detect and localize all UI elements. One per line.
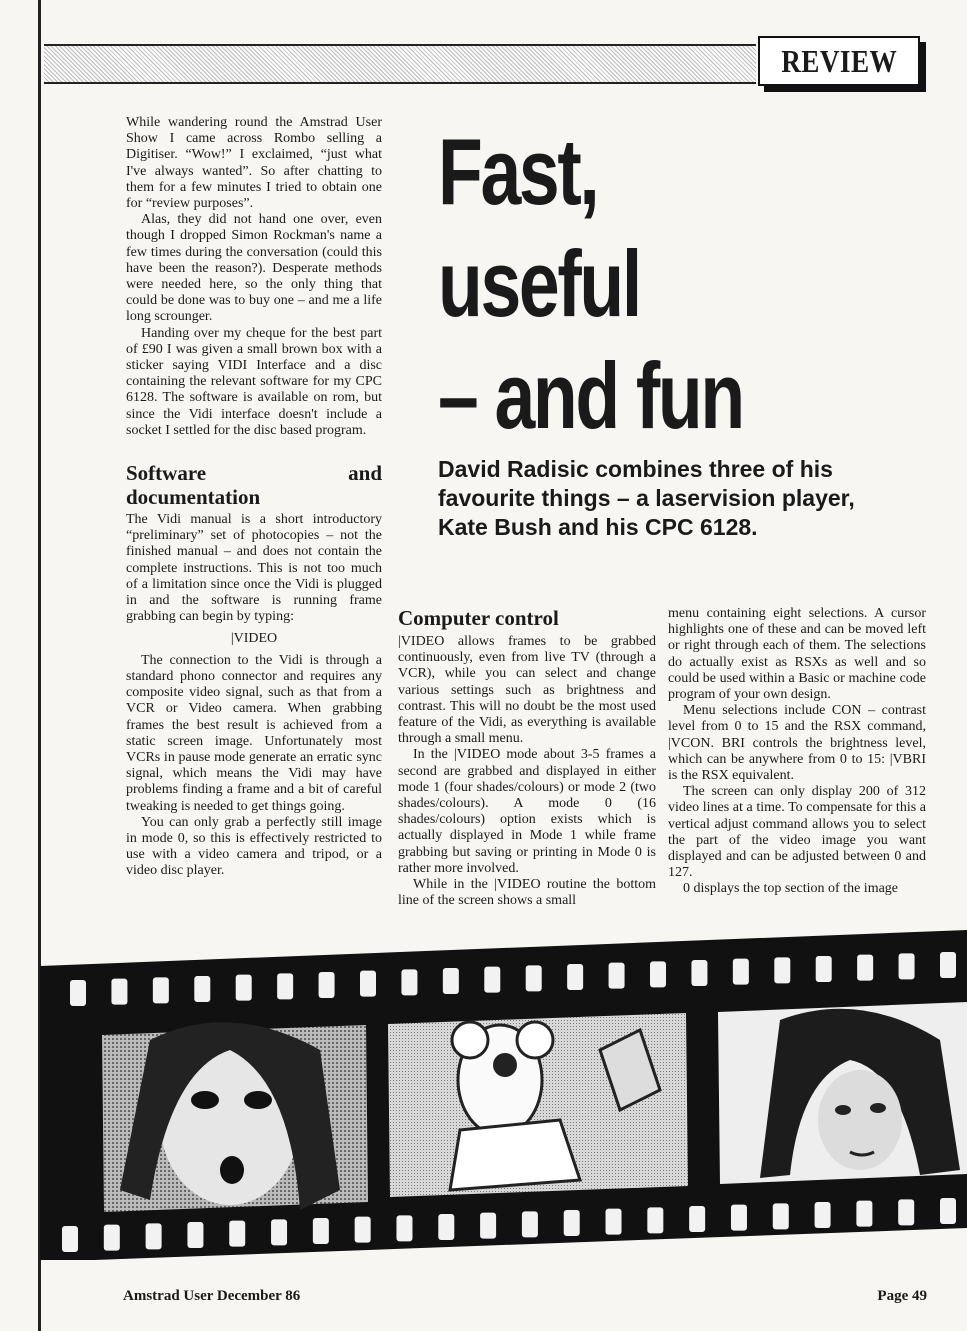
sprocket-hole <box>229 1221 245 1247</box>
sprocket-hole <box>856 1201 872 1227</box>
sprocket-hole <box>564 1210 580 1236</box>
sprocket-hole <box>396 1215 412 1241</box>
footer-magazine-issue: Amstrad User December 86 <box>123 1288 301 1304</box>
sprocket-hole <box>360 971 376 997</box>
sprocket-hole <box>650 961 666 987</box>
sprocket-hole <box>567 964 583 990</box>
sprocket-hole <box>443 968 459 994</box>
sprocket-hole <box>187 1222 203 1248</box>
sprocket-hole <box>104 1225 120 1251</box>
headline-line-3: – and fun <box>438 343 743 448</box>
body-paragraph: |VIDEO allows frames to be grabbed continuously, even from live TV (through a VCR), while you can select and change various settings such as brightness and contrast. This will no doubt be the most used feature of the Vidi, as everything is available through a small menu. <box>398 634 656 747</box>
sprocket-hole <box>774 957 790 983</box>
sprocket-hole <box>647 1207 663 1233</box>
sprocket-hole <box>731 1205 747 1231</box>
film-frame-2-photo <box>388 1013 688 1197</box>
sprocket-hole <box>898 1199 914 1225</box>
sprocket-hole <box>401 969 417 995</box>
body-paragraph: 0 displays the top section of the image <box>683 881 899 897</box>
article-column-4 <box>668 606 926 898</box>
body-paragraph: The Vidi manual is a short introductory “preliminary” set of photocopies – not the finished manual – and does not contain the complete instructions. This is not too much of a limitation since once the Vidi is plugged in and the software is running frame grabbing can begin by typing: <box>126 512 382 625</box>
sprocket-hole <box>355 1217 371 1243</box>
sprocket-hole <box>277 973 293 999</box>
body-paragraph: The screen can only display 200 of 312 video lines at a time. To compensate for this a vertical adjust command allows you to select the part of the video image you want displayed and can be adjusted between 0 and 127. <box>668 784 926 881</box>
body-paragraph: The connection to the Vidi is through a standard phono connector and requires any composite video signal, such as that from a VCR or Video camera. When grabbing frames the best result is achieved from a static screen image. Unfortunately most VCRs in pause mode generate an erratic sync signal, which means the Vidi may have problems finding a frame and a bit of careful tweaking is needed to get things going. <box>126 652 382 814</box>
sprocket-hole <box>609 963 625 989</box>
sprocket-hole <box>70 980 86 1006</box>
sprocket-hole <box>606 1209 622 1235</box>
sprocket-hole <box>940 952 956 978</box>
body-paragraph: In the |VIDEO mode about 3-5 frames a second are grabbed and displayed in either mode 1 (four shades/colours) or mode 2 (two shades/colours). A mode 0 (16 shades/colours) option exists which is actually displayed in Mode 1 while frame grabbing but saving or printing in Mode 0 is rather more involved. <box>398 747 656 876</box>
sprocket-hole <box>857 955 873 981</box>
section-label: REVIEW <box>781 42 897 79</box>
sprocket-hole <box>689 1206 705 1232</box>
body-paragraph: Menu selections include CON – contrast level from 0 to 15 and the RSX command, |VCON. BRI controls the brightness level, which can be anywhere from 0 to 15: |VBRI is the RSX equivalent. <box>668 703 926 784</box>
header-pattern-bar <box>44 44 756 84</box>
headline-line-1: Fast, <box>438 119 598 224</box>
sprocket-hole <box>484 967 500 993</box>
section-heading: Software and documentation <box>126 461 382 510</box>
sprocket-hole <box>733 959 749 985</box>
sprocket-hole <box>526 965 542 991</box>
sprocket-hole <box>438 1214 454 1240</box>
sprocket-hole <box>773 1203 789 1229</box>
body-paragraph: Alas, they did not hand one over, even though I dropped Simon Rockman's name a few times during the conversation (could this have been the reason?). Desperate methods were needed here, so the only thing that could be done was to buy one – and me a life long scrounger. <box>126 212 382 325</box>
sprocket-hole <box>940 1198 956 1224</box>
sprocket-hole <box>522 1211 538 1237</box>
section-label-box <box>758 36 920 86</box>
body-paragraph: menu containing eight selections. A cursor highlights one of these and can be moved left or right through each of them. The selections do actually exist as RSXs as well and so could be used within a Basic or machine code program of your own design. <box>668 606 926 703</box>
headline <box>438 116 743 452</box>
sprocket-hole <box>313 1218 329 1244</box>
sprocket-hole <box>480 1213 496 1239</box>
sprocket-hole <box>194 976 210 1002</box>
film-frame-3-photo <box>718 1002 967 1184</box>
body-paragraph: You can only grab a perfectly still image in mode 0, so this is effectively restricted to use with a video camera and tripod, or a video disc player. <box>126 814 382 879</box>
sprocket-hole <box>271 1219 287 1245</box>
article-column-1 <box>126 115 382 880</box>
film-strip <box>0 930 967 1260</box>
sprocket-hole <box>236 975 252 1001</box>
headline-line-2: useful <box>438 231 640 336</box>
body-paragraph: While in the |VIDEO routine the bottom line of the screen shows a small <box>398 877 656 909</box>
sprocket-hole <box>146 1223 162 1249</box>
article-column-3 <box>398 606 656 909</box>
footer-page-number: Page 49 <box>877 1288 927 1304</box>
command-text: |VIDEO <box>230 631 278 647</box>
body-paragraph: While wandering round the Amstrad User Show I came across Rombo selling a Digitiser. “Wow!” I exclaimed, “just what I've always wanted”. So after chatting to them for a few minutes I tried to obtain one for “review purposes”. <box>126 115 382 212</box>
sprocket-hole <box>319 972 335 998</box>
film-frame-1-photo <box>102 1022 368 1212</box>
film-strip-graphic <box>0 930 967 1260</box>
body-paragraph: Handing over my cheque for the best part of £90 I was given a small brown box with a sticker saying VIDI Interface and a disc containing the relevant software for my CPC 6128. The software is available on rom, but since the Vidi interface doesn't include a socket I settled for the disc based program. <box>126 325 382 438</box>
sprocket-hole <box>899 953 915 979</box>
sprocket-hole <box>111 979 127 1005</box>
sprocket-hole <box>816 956 832 982</box>
sprocket-hole <box>62 1226 78 1252</box>
sprocket-hole <box>153 977 169 1003</box>
sprocket-hole <box>691 960 707 986</box>
standfirst: David Radisic combines three of his favourite things – a laservision player, Kate Bush and his CPC 6128. <box>438 456 855 540</box>
sprocket-hole <box>815 1202 831 1228</box>
section-heading: Computer control <box>398 606 559 630</box>
